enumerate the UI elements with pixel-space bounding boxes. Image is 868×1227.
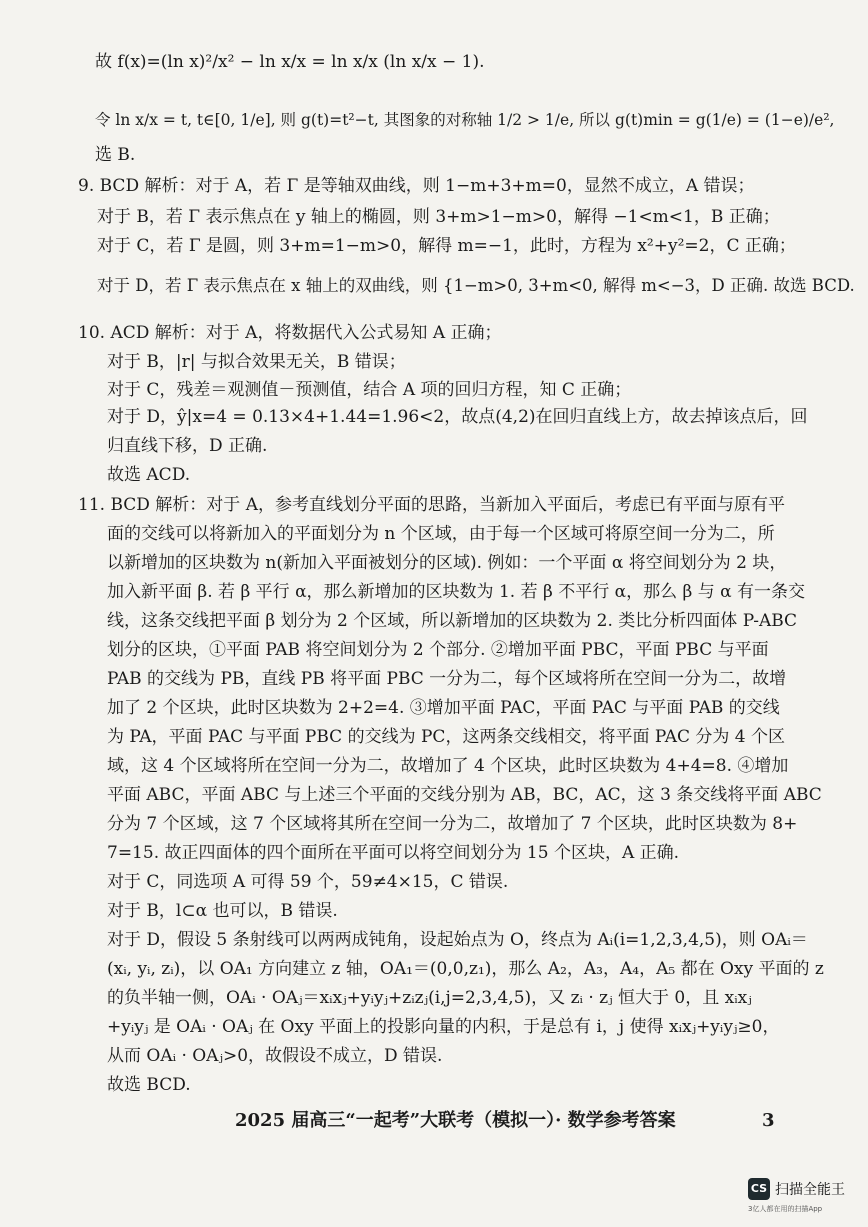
text-line: 归直线下移，D 正确. (107, 436, 268, 456)
text-line: 以新增加的区块数为 n(新加入平面被划分的区域). 例如：一个平面 α 将空间划分为 2 块， (107, 553, 787, 573)
text-line: 加入新平面 β. 若 β 平行 α，那么新增加的区块数为 1. 若 β 不平行 α，那么 β 与 α 有一条交 (107, 582, 806, 602)
text-line: 对于 B，若 Γ 表示焦点在 y 轴上的椭圆，则 3+m>1−m>0，解得 −1<m<1，B 正确； (97, 207, 780, 227)
text-line: 故选 ACD. (107, 465, 191, 485)
scanner-tagline: 3亿人都在用的扫描App (748, 1205, 823, 1213)
text-line: 对于 D，若 Γ 表示焦点在 x 轴上的双曲线，则 {1−m>0, 3+m<0, 解得 m<−3，D 正确. 故选 BCD. (97, 276, 855, 295)
text-line: 为 PA，平面 PAC 与平面 PBC 的交线为 PC，这两条交线相交，将平面 PAC 分为 4 个区 (107, 727, 786, 747)
text-line: 从而 OAᵢ · OAⱼ>0，故假设不成立，D 错误. (107, 1046, 443, 1066)
text-line: 加了 2 个区块，此时区块数为 2+2=4. ③增加平面 PAC，平面 PAC 与平面 PAB 的交线 (107, 698, 780, 718)
text-line: (xᵢ, yᵢ, zᵢ)，以 OA₁ 方向建立 z 轴，OA₁＝(0,0,z₁)，那么 A₂，A₃，A₄，A₅ 都在 Oxy 平面的 z (107, 959, 824, 979)
text-line: 对于 B，|r| 与拟合效果无关，B 错误； (107, 352, 406, 372)
text-line: +yᵢyⱼ 是 OAᵢ · OAⱼ 在 Oxy 平面上的投影向量的内积，于是总有 i，j 使得 xᵢxⱼ+yᵢyⱼ≥0， (107, 1017, 780, 1037)
question-9-header: 9. BCD 解析：对于 A，若 Γ 是等轴双曲线，则 1−m+3+m=0，显然不成立，A 错误； (78, 176, 755, 196)
scanner-app-name: 扫描全能王 (775, 1182, 845, 1198)
page-number: 3 (762, 1110, 775, 1131)
text-line: 对于 D，假设 5 条射线可以两两成钝角，设起始点为 O，终点为 Aᵢ(i=1,2,3,4,5)，则 OAᵢ＝ (107, 930, 808, 950)
text-line: 对于 B，l⊂α 也可以，B 错误. (107, 901, 338, 921)
text-line: 令 ln x/x = t, t∈[0, 1/e], 则 g(t)=t²−t, 其图象的对称轴 1/2 > 1/e, 所以 g(t)min = g(1/e) = (1−e)/e², (95, 111, 835, 129)
text-line: 故 f(x)=(ln x)²/x² − ln x/x = ln x/x (ln x/x − 1). (95, 52, 485, 72)
text-line: 故选 BCD. (107, 1075, 191, 1095)
text-line: 对于 C，残差＝观测值－预测值，结合 A 项的回归方程，知 C 正确； (107, 380, 632, 400)
text-line: 分为 7 个区域，这 7 个区域将其所在空间一分为二，故增加了 7 个区块，此时区块数为 8+ (107, 814, 798, 834)
text-line: PAB 的交线为 PB，直线 PB 将平面 PBC 一分为二，每个区域将所在空间一分为二，故增 (107, 669, 787, 689)
text-line: 7=15. 故正四面体的四个面所在平面可以将空间划分为 15 个区块，A 正确. (107, 843, 680, 863)
text-line: 对于 C，同选项 A 可得 59 个，59≠4×15，C 错误. (107, 872, 509, 892)
scanner-watermark (748, 1176, 844, 1218)
footer-title: 2025 届高三“一起考”大联考（模拟一）· 数学参考答案 (235, 1110, 676, 1131)
question-11-header: 11. BCD 解析：对于 A，参考直线划分平面的思路，当新加入平面后，考虑已有平面与原有平 (78, 495, 785, 515)
text-line: 面的交线可以将新加入的平面划分为 n 个区域，由于每一个区域可将原空间一分为二，所 (107, 524, 775, 544)
camscanner-logo-icon: CS (748, 1178, 770, 1200)
text-line: 域，这 4 个区域将所在空间一分为二，故增加了 4 个区块，此时区块数为 4+4=8. ④增加 (107, 756, 789, 776)
text-line: 对于 C，若 Γ 是圆，则 3+m=1−m>0，解得 m=−1，此时，方程为 x²+y²=2，C 正确； (97, 236, 796, 256)
text-line: 划分的区块，①平面 PAB 将空间划分为 2 个部分. ②增加平面 PBC，平面 PBC 与平面 (107, 640, 769, 660)
question-10-header: 10. ACD 解析：对于 A，将数据代入公式易知 A 正确； (78, 323, 502, 343)
text-line: 的负半轴一侧，OAᵢ · OAⱼ＝xᵢxⱼ+yᵢyⱼ+zᵢzⱼ(i,j=2,3,4,5)，又 zᵢ · zⱼ 恒大于 0，且 xᵢxⱼ (107, 988, 752, 1008)
text-line: 平面 ABC，平面 ABC 与上述三个平面的交线分别为 AB，BC，AC，这 3 条交线将平面 ABC (107, 785, 822, 805)
text-line: 对于 D，ŷ|x=4 = 0.13×4+1.44=1.96<2，故点(4,2)在回归直线上方，故去掉该点后，回 (107, 407, 808, 427)
text-line: 线，这条交线把平面 β 划分为 2 个区域，所以新增加的区块数为 2. 类比分析四面体 P-ABC (107, 611, 798, 631)
text-line: 选 B. (95, 145, 136, 165)
